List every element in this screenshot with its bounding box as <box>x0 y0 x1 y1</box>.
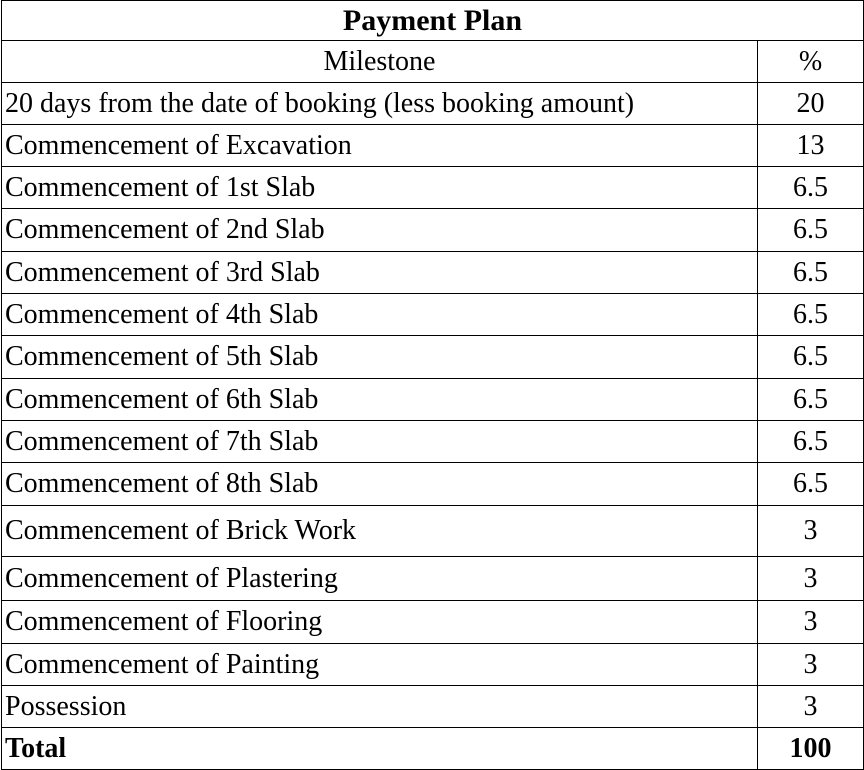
payment-plan-table <box>1 0 864 770</box>
milestone-cell: 20 days from the date of booking (less booking amount) <box>2 83 758 125</box>
table-row <box>2 686 864 728</box>
header-row <box>2 41 864 83</box>
percent-cell: 13 <box>758 125 864 167</box>
milestone-cell: Commencement of Plastering <box>2 557 758 601</box>
total-label: Total <box>2 728 758 770</box>
percent-cell: 6.5 <box>758 336 864 379</box>
milestone-cell: Commencement of Painting <box>2 644 758 686</box>
table-row <box>2 167 864 209</box>
percent-cell: 6.5 <box>758 379 864 421</box>
milestone-cell: Commencement of 4th Slab <box>2 294 758 336</box>
table-row <box>2 252 864 294</box>
percent-cell: 6.5 <box>758 167 864 209</box>
milestone-cell: Commencement of 5th Slab <box>2 336 758 379</box>
table-row <box>2 294 864 336</box>
table-row <box>2 336 864 379</box>
table-row <box>2 83 864 125</box>
milestone-cell: Possession <box>2 686 758 728</box>
table-row <box>2 209 864 252</box>
percent-cell: 3 <box>758 686 864 728</box>
table-row <box>2 125 864 167</box>
table-row <box>2 601 864 644</box>
milestone-cell: Commencement of 6th Slab <box>2 379 758 421</box>
percent-cell: 3 <box>758 557 864 601</box>
milestone-column-header: Milestone <box>2 41 758 83</box>
milestone-cell: Commencement of 3rd Slab <box>2 252 758 294</box>
milestone-cell: Commencement of Brick Work <box>2 506 758 557</box>
total-row <box>2 728 864 770</box>
percent-cell: 6.5 <box>758 252 864 294</box>
milestone-cell: Commencement of Excavation <box>2 125 758 167</box>
table-row <box>2 421 864 463</box>
milestone-cell: Commencement of 1st Slab <box>2 167 758 209</box>
table-row <box>2 463 864 506</box>
percent-cell: 6.5 <box>758 209 864 252</box>
percent-cell: 6.5 <box>758 421 864 463</box>
table-row <box>2 506 864 557</box>
milestone-cell: Commencement of 7th Slab <box>2 421 758 463</box>
percent-cell: 20 <box>758 83 864 125</box>
table-row <box>2 557 864 601</box>
table-title: Payment Plan <box>2 1 864 41</box>
percent-cell: 3 <box>758 601 864 644</box>
title-row <box>2 1 864 41</box>
milestone-cell: Commencement of Flooring <box>2 601 758 644</box>
percent-cell: 3 <box>758 506 864 557</box>
percent-column-header: % <box>758 41 864 83</box>
total-percent: 100 <box>758 728 864 770</box>
table-row <box>2 379 864 421</box>
milestone-cell: Commencement of 8th Slab <box>2 463 758 506</box>
percent-cell: 6.5 <box>758 463 864 506</box>
percent-cell: 3 <box>758 644 864 686</box>
percent-cell: 6.5 <box>758 294 864 336</box>
milestone-cell: Commencement of 2nd Slab <box>2 209 758 252</box>
table-row <box>2 644 864 686</box>
